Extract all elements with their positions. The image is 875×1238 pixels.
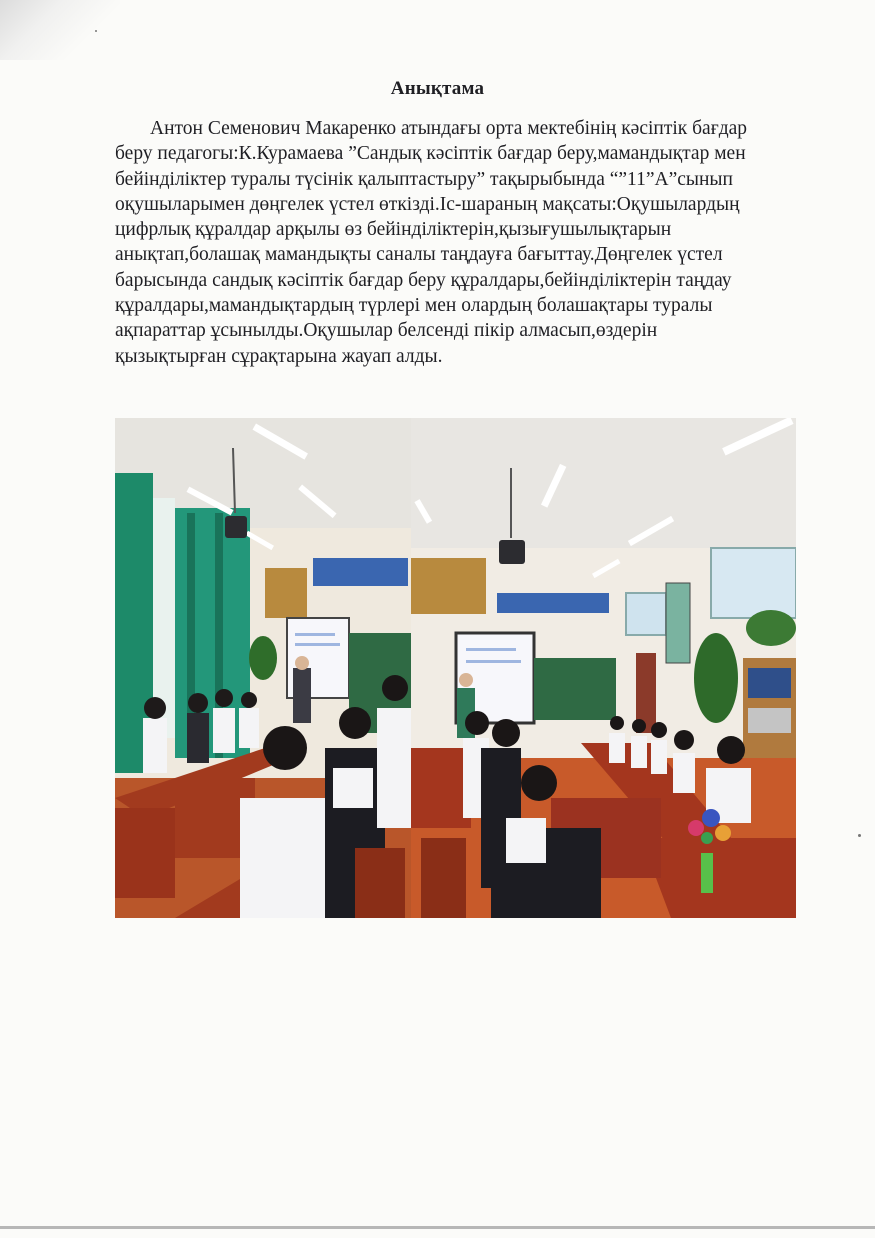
- paragraph-line: қызықтырған сұрақтарына жауап алды.: [115, 345, 443, 367]
- document-paragraph: [115, 116, 795, 369]
- paragraph-line: Антон Семенович Макаренко атындағы орта мектебінің кәсіптік бағдар: [150, 118, 748, 139]
- classroom-photo-right: [411, 418, 796, 918]
- classroom-photo-right-image: [411, 418, 796, 918]
- paragraph-line: беру педагогы:К.Курамаева ”Сандық кәсіптік бағдар беру,мамандықтар мен: [115, 143, 746, 165]
- scan-speck: [858, 834, 861, 837]
- paragraph-line: құралдары,мамандықтардың түрлері мен олардың болашақтары туралы: [115, 295, 713, 317]
- paragraph-line: анықтап,болашақ мамандықты саналы таңдауға бағыттау.Дөңгелек үстел: [115, 244, 723, 266]
- document-title: Анықтама: [390, 78, 485, 99]
- classroom-photo-left-image: [115, 418, 411, 918]
- paragraph-line: бейінділіктер туралы түсінік қалыптастыру” тақырыбында “”11”А”сынып: [115, 168, 733, 190]
- paragraph-line: оқушыларымен дөңгелек үстел өткізді.Іс-шараның мақсаты:Оқушылардың: [115, 193, 740, 215]
- paragraph-line: барысында сандық кәсіптік бағдар беру құралдары,бейінділіктерін таңдау: [115, 269, 732, 291]
- classroom-photo-left: [115, 418, 411, 918]
- scan-corner-shadow: [0, 0, 120, 60]
- paragraph-line: ақпараттар ұсынылды.Оқушылар белсенді пікір алмасып,өздерін: [115, 320, 658, 342]
- scan-speck: [95, 30, 97, 32]
- scan-bottom-edge: [0, 1226, 875, 1229]
- paragraph-line: цифрлық құралдар арқылы өз бейінділіктерін,қызығушылықтарын: [115, 219, 672, 241]
